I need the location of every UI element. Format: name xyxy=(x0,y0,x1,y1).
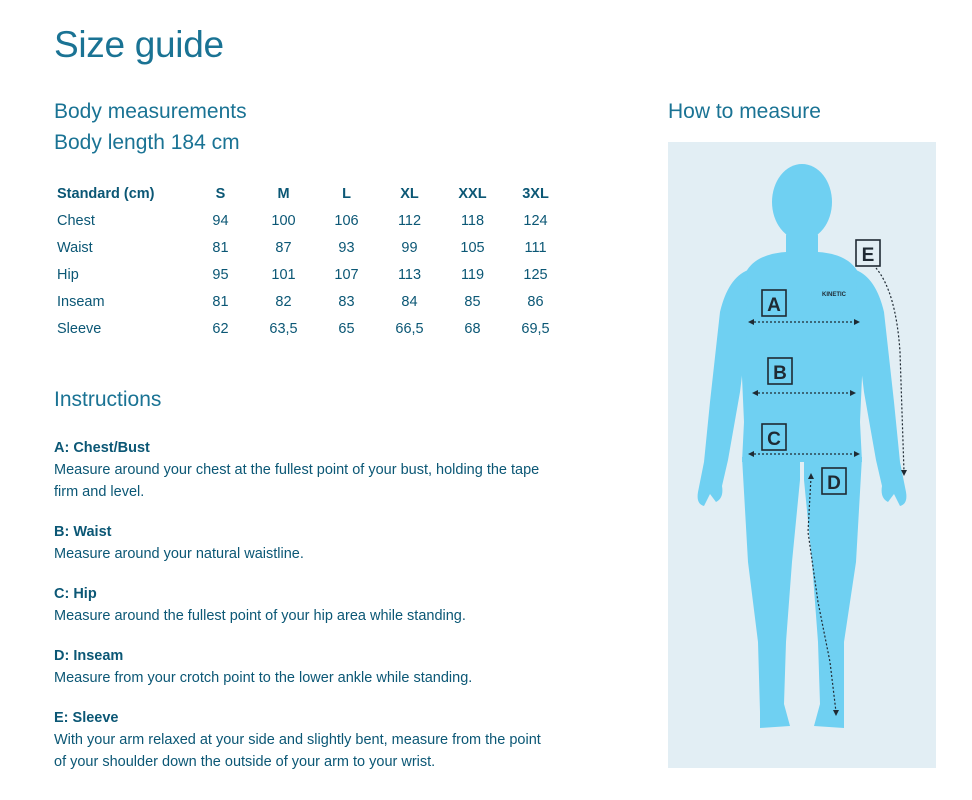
table-cell: 101 xyxy=(271,266,296,283)
instruction-item xyxy=(54,707,614,773)
table-cell: 83 xyxy=(338,293,355,310)
svg-text:C: C xyxy=(767,429,781,450)
table-header-cell: Standard (cm) xyxy=(57,185,155,202)
table-cell: 124 xyxy=(523,212,548,229)
body-length-subheading: Body length 184 cm xyxy=(54,131,240,154)
table-row xyxy=(57,261,567,288)
table-cell: 94 xyxy=(212,212,229,229)
instruction-text: With your arm relaxed at your side and slightly bent, measure from the point of your shoulder down the outside of your arm to your wrist. xyxy=(54,732,541,770)
instruction-item xyxy=(54,437,614,503)
table-header-cell: L xyxy=(342,185,351,202)
table-row xyxy=(57,315,567,342)
instruction-title: B: Waist xyxy=(54,524,112,540)
body-measurements-heading: Body measurements xyxy=(54,100,247,123)
table-cell: 81 xyxy=(212,293,229,310)
instruction-title: A: Chest/Bust xyxy=(54,440,150,456)
table-row xyxy=(57,234,567,261)
instruction-item xyxy=(54,521,614,565)
svg-text:E: E xyxy=(861,245,875,266)
instruction-text: Measure around the fullest point of your hip area while standing. xyxy=(54,608,466,624)
table-cell: 65 xyxy=(338,320,355,337)
instruction-text: Measure around your chest at the fullest point of your bust, holding the tape firm and level. xyxy=(54,462,540,500)
svg-text:B: B xyxy=(773,363,787,384)
table-cell: 87 xyxy=(275,239,292,256)
instruction-title: E: Sleeve xyxy=(54,710,119,726)
row-label: Waist xyxy=(57,239,93,256)
table-header-cell: XL xyxy=(400,185,419,202)
instruction-item xyxy=(54,583,614,627)
table-cell: 81 xyxy=(212,239,229,256)
instruction-title: C: Hip xyxy=(54,586,97,602)
body-figure-illustration xyxy=(668,142,936,768)
table-cell: 66,5 xyxy=(395,320,424,337)
left-column xyxy=(54,96,614,773)
instructions-heading: Instructions xyxy=(54,388,162,411)
table-cell: 84 xyxy=(401,293,418,310)
body-silhouette xyxy=(698,164,907,728)
table-cell: 111 xyxy=(524,239,547,256)
page-title: Size guide xyxy=(54,24,224,65)
table-cell: 106 xyxy=(334,212,359,229)
table-cell: 99 xyxy=(401,239,418,256)
measurement-figure xyxy=(668,142,936,768)
table-row xyxy=(57,207,567,234)
table-cell: 85 xyxy=(464,293,481,310)
table-header-cell: M xyxy=(277,185,290,202)
row-label: Hip xyxy=(57,266,79,283)
table-cell: 125 xyxy=(523,266,548,283)
table-cell: 113 xyxy=(397,266,422,283)
table-header-row xyxy=(57,180,567,207)
svg-text:A: A xyxy=(767,295,781,316)
table-row xyxy=(57,288,567,315)
svg-text:D: D xyxy=(827,473,841,494)
instruction-text: Measure from your crotch point to the lower ankle while standing. xyxy=(54,670,473,686)
row-label: Inseam xyxy=(57,293,105,310)
table-cell: 86 xyxy=(527,293,544,310)
table-header-cell: XXL xyxy=(458,185,487,202)
table-cell: 112 xyxy=(397,212,422,229)
table-cell: 118 xyxy=(460,212,485,229)
instruction-title: D: Inseam xyxy=(54,648,124,664)
instruction-text: Measure around your natural waistline. xyxy=(54,546,304,562)
label-e xyxy=(856,240,880,266)
row-label: Chest xyxy=(57,212,95,229)
table-cell: 95 xyxy=(212,266,229,283)
table-header-cell: 3XL xyxy=(522,185,549,202)
table-header-cell: S xyxy=(215,185,226,202)
table-cell: 82 xyxy=(275,293,292,310)
shirt-logo: KINETIC xyxy=(822,292,846,298)
table-cell: 105 xyxy=(460,239,485,256)
table-cell: 119 xyxy=(460,266,485,283)
table-cell: 100 xyxy=(271,212,296,229)
table-cell: 93 xyxy=(338,239,355,256)
how-to-measure-heading: How to measure xyxy=(668,100,821,123)
row-label: Sleeve xyxy=(57,320,102,337)
right-column xyxy=(668,96,936,127)
table-cell: 68 xyxy=(464,320,481,337)
size-table xyxy=(57,180,567,342)
instruction-item xyxy=(54,645,614,689)
table-cell: 62 xyxy=(212,320,229,337)
table-cell: 107 xyxy=(334,266,359,283)
table-cell: 63,5 xyxy=(269,320,298,337)
table-cell: 69,5 xyxy=(521,320,550,337)
